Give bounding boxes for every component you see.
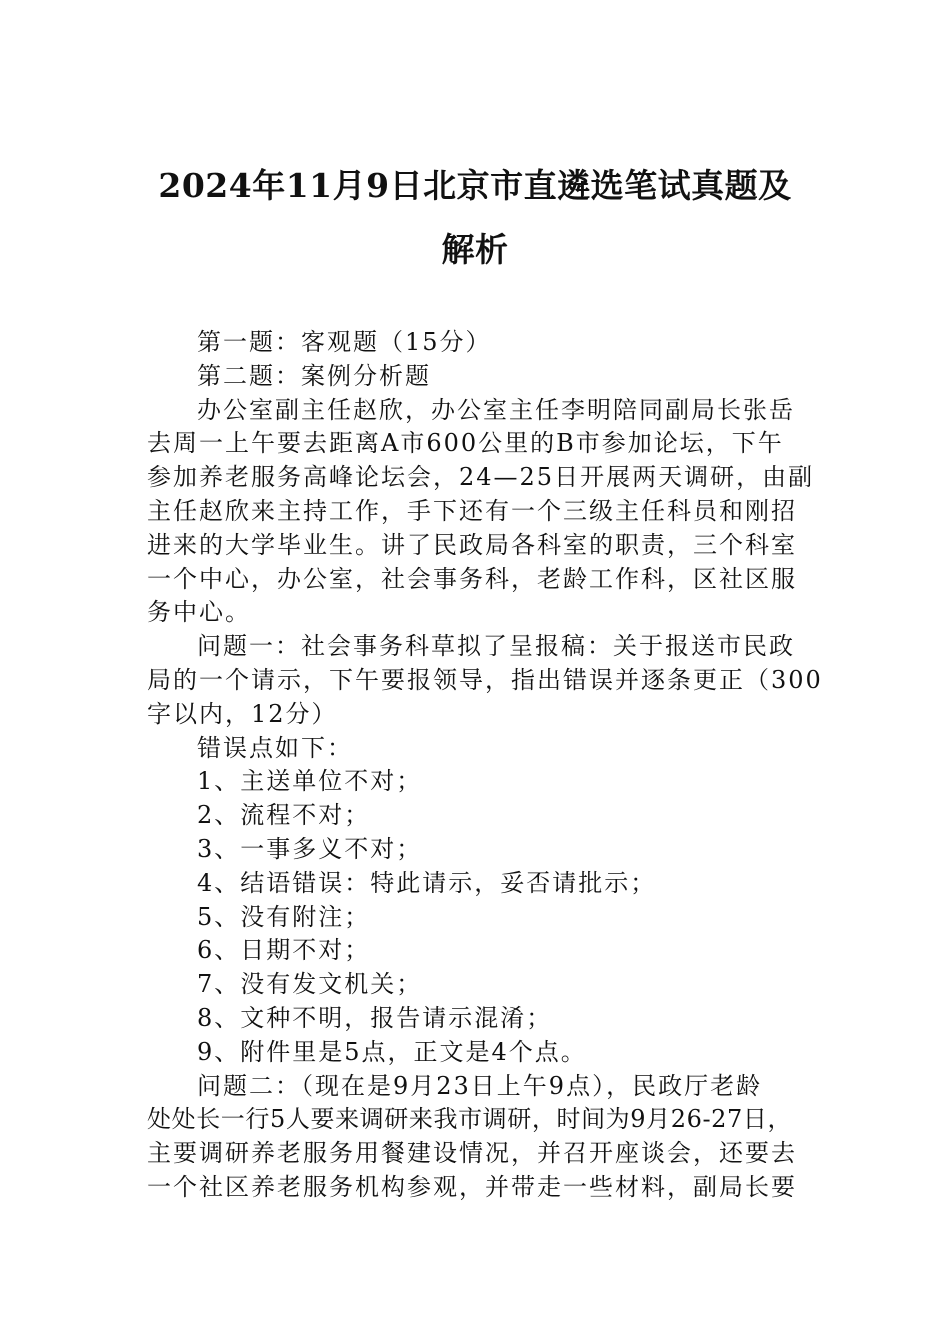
paragraph xyxy=(147,360,807,394)
paragraph xyxy=(147,326,807,360)
paragraph-line: 一个社区养老服务机构参观，并带走一些材料，副局长要 xyxy=(147,1172,797,1201)
paragraph-line: 务中心。 xyxy=(147,598,251,627)
paragraph-line: 问题二：（现在是9月23日上午9点），民政厅老龄 xyxy=(197,1071,763,1100)
paragraph-line: 参加养老服务高峰论坛会，24—25日开展两天调研，由副 xyxy=(147,463,815,492)
list-item: 3、一事多义不对； xyxy=(197,834,423,863)
paragraph-line: 主要调研养老服务用餐建设情况，并召开座谈会，还要去 xyxy=(147,1139,797,1168)
paragraph xyxy=(147,630,823,731)
paragraph-line: 处处长一行5人要来调研来我市调研，时间为9月26-27日， xyxy=(147,1105,793,1134)
paragraph-line: 错误点如下： xyxy=(197,733,353,762)
list-item: 7、没有发文机关； xyxy=(197,970,423,999)
paragraph-line: 局的一个请示，下午要报领导，指出错误并逐条更正（300 xyxy=(147,665,823,694)
list-item: 1、主送单位不对； xyxy=(197,767,423,796)
paragraph-line: 去周一上午要去距离A市600公里的B市参加论坛，下午 xyxy=(147,429,784,458)
paragraph-line: 办公室副主任赵欣，办公室主任李明陪同副局长张岳 xyxy=(197,395,795,424)
list-item: 6、日期不对； xyxy=(197,936,371,965)
paragraph-line: 进来的大学毕业生。讲了民政局各科室的职责，三个科室 xyxy=(147,530,797,559)
error-list xyxy=(147,765,807,1069)
paragraph-line: 问题一：社会事务科草拟了呈报稿：关于报送市民政 xyxy=(197,632,795,661)
paragraph-line: 字以内，12分） xyxy=(147,699,338,728)
list-item: 4、结语错误：特此请示，妥否请批示； xyxy=(197,868,657,897)
list-item: 5、没有附注； xyxy=(197,902,371,931)
paragraph xyxy=(147,1070,807,1205)
list-item: 8、文种不明，报告请示混淆； xyxy=(197,1003,553,1032)
paragraph-line: 一个中心，办公室，社会事务科，老龄工作科，区社区服 xyxy=(147,564,797,593)
title-line-1: 2024年11月9日北京市直遴选笔试真题及 xyxy=(158,166,792,205)
list-item: 2、流程不对； xyxy=(197,801,371,830)
title-line-2: 解析 xyxy=(441,230,509,269)
paragraph xyxy=(147,732,807,766)
paragraph-line: 第一题：客观题（15分） xyxy=(197,328,492,356)
paragraph-line: 第二题：案例分析题 xyxy=(197,361,431,390)
paragraph-line: 主任赵欣来主持工作，手下还有一个三级主任科员和刚招 xyxy=(147,496,797,525)
paragraph xyxy=(147,394,815,631)
list-item: 9、附件里是5点，正文是4个点。 xyxy=(197,1037,587,1066)
document-body xyxy=(147,326,823,1205)
document-title xyxy=(120,154,830,282)
